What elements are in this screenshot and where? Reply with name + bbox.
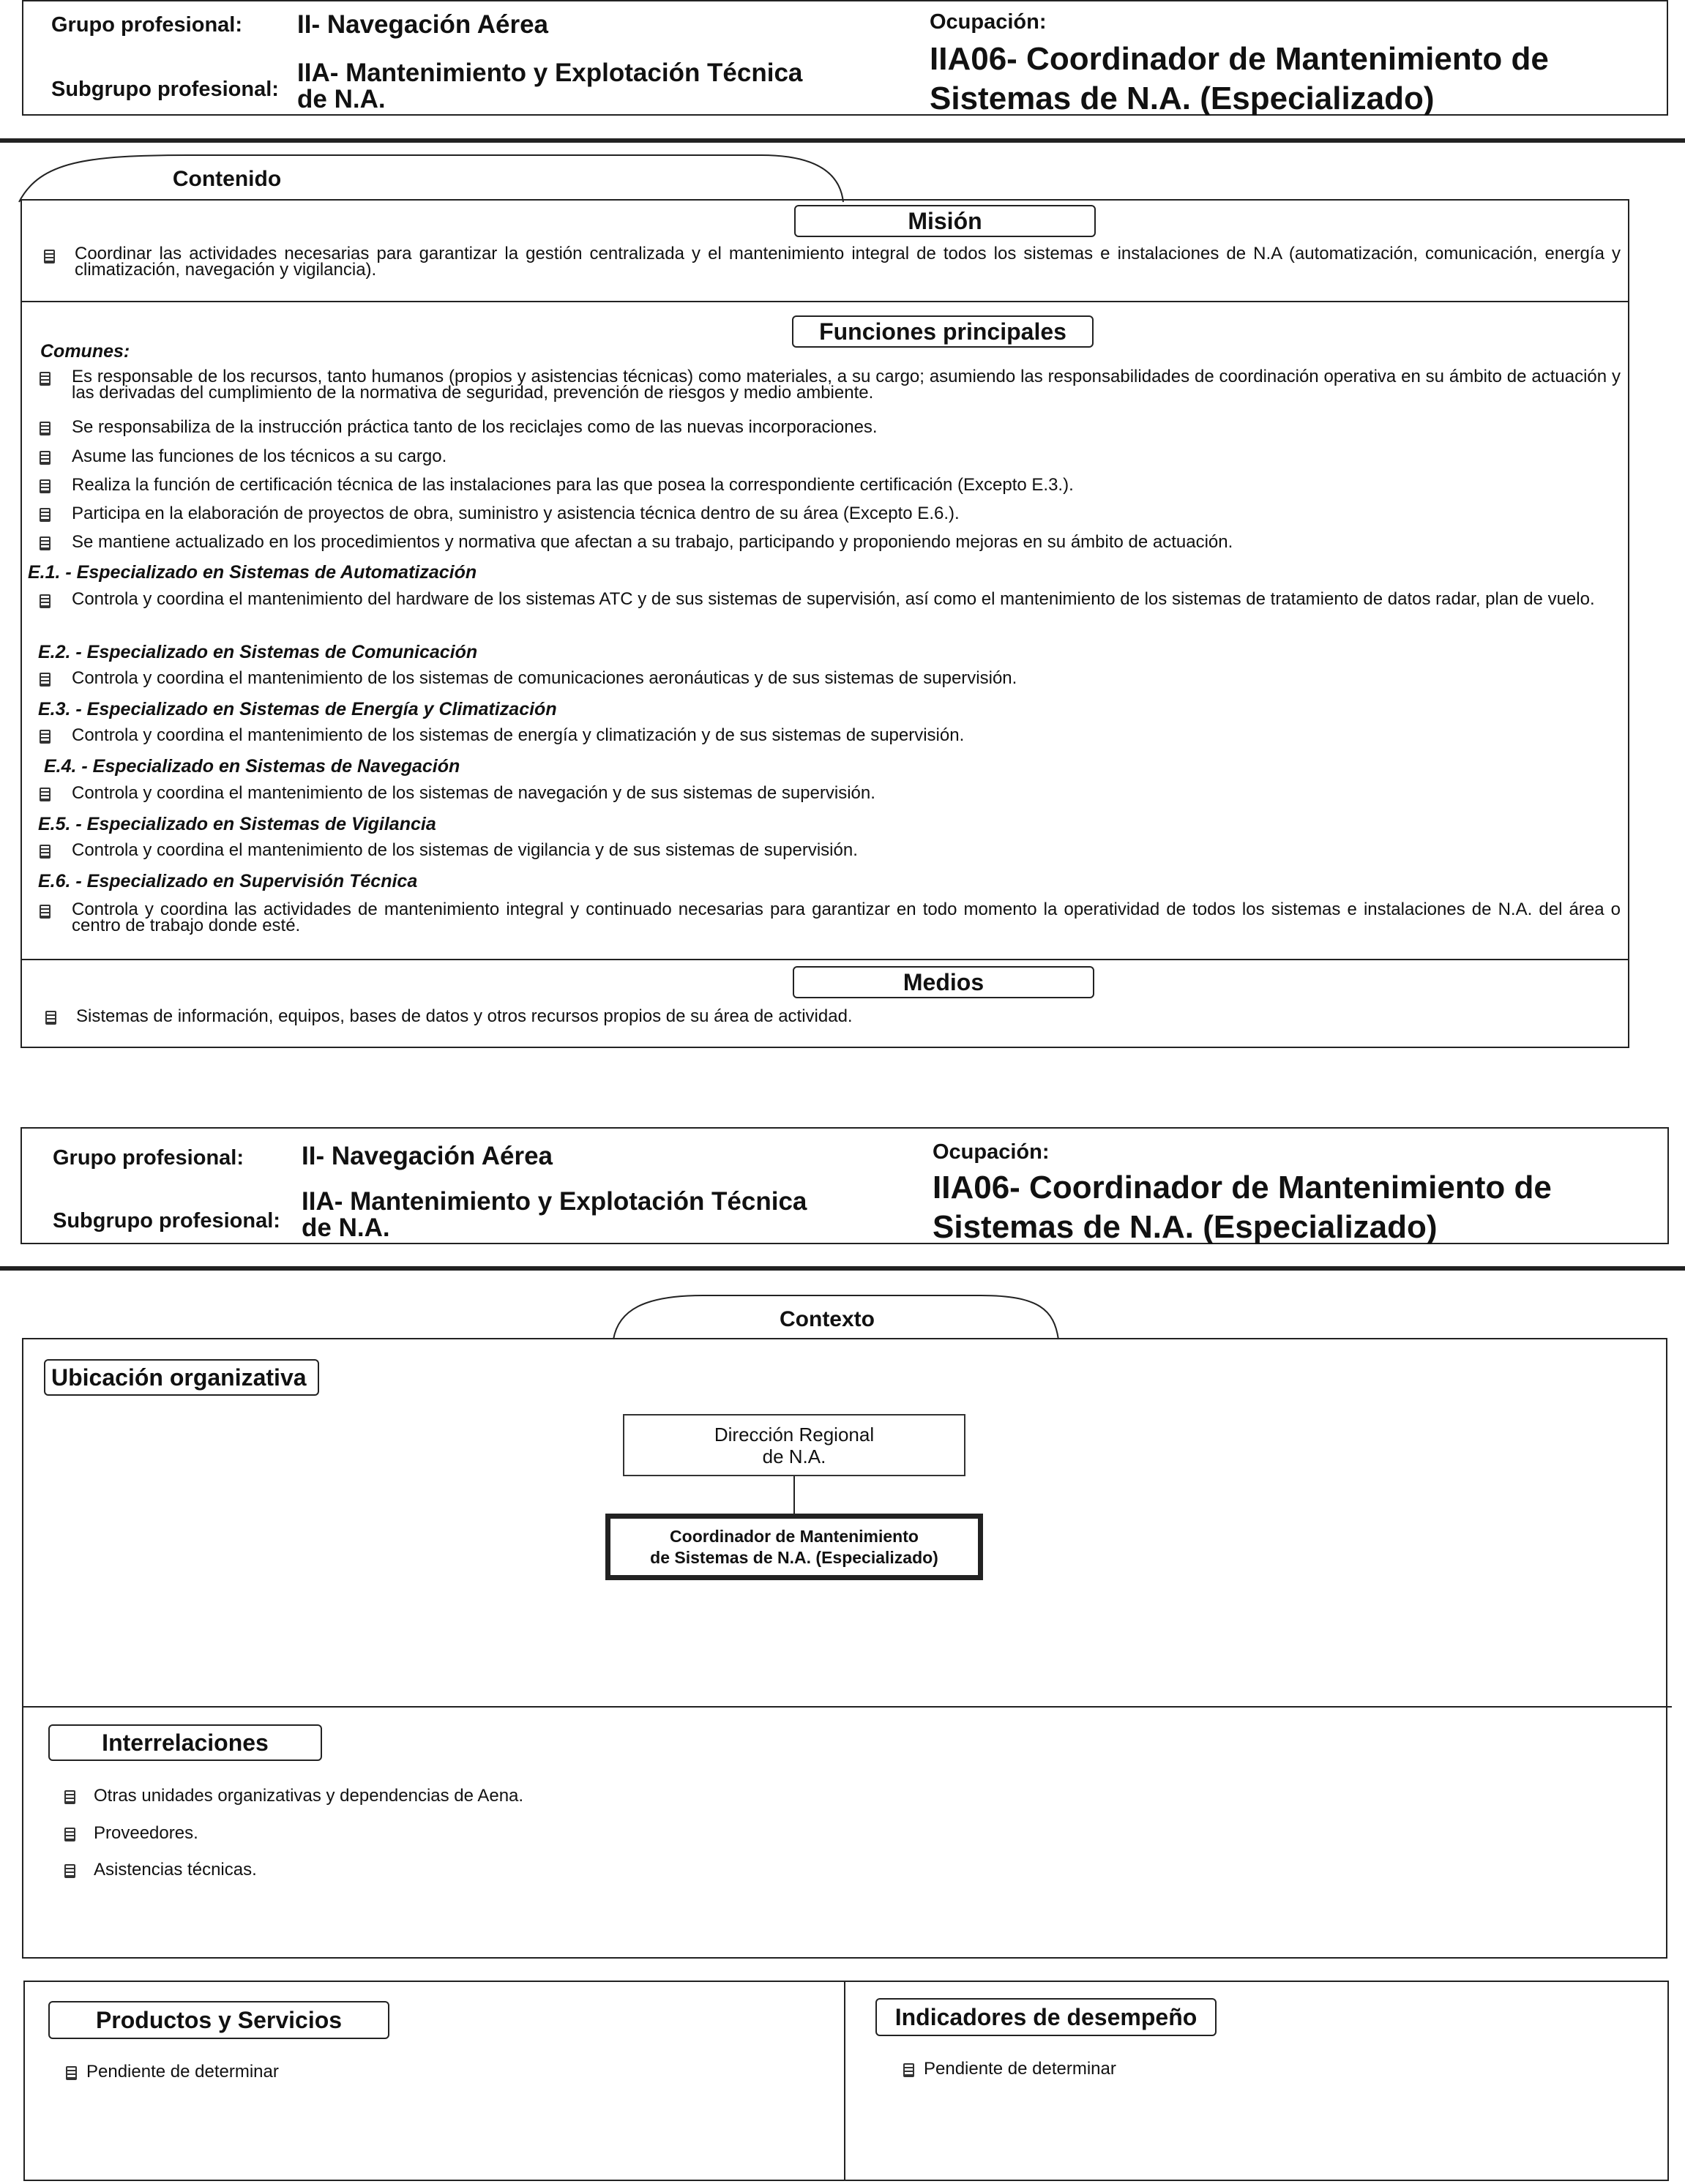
subgrupo-value-line1: IIA- Mantenimiento y Explotación Técnica <box>302 1187 807 1216</box>
especializacion-e4-text: Controla y coordina el mantenimiento de los sistemas de navegación y de sus sistemas de supervisión. <box>72 783 875 803</box>
org-parent-line2: de N.A. <box>762 1445 826 1467</box>
especializacion-e2-text: Controla y coordina el mantenimiento de los sistemas de comunicaciones aeronáuticas y de sus sistemas de supervisión. <box>72 668 1017 688</box>
especializacion-e1-title: E.1. - Especializado en Sistemas de Automatización <box>28 562 477 583</box>
org-child-line1: Coordinador de Mantenimiento <box>670 1526 919 1546</box>
grupo-value: II- Navegación Aérea <box>302 1142 553 1170</box>
funcion-comun-1: Es responsable de los recursos, tanto humanos (propios y asistencias técnicas) como materiales, a su cargo; asumiendo las responsabilidades de coordinación operativa en su ámbito de actuación y las derivadas del cumplimiento de la normativa de seguridad, prevención de riesgos y medio ambiente. <box>72 367 1621 403</box>
funcion-comun-6: Se mantiene actualizado en los procedimientos y normativa que afectan a su trabajo, participando y proponiendo mejoras en su ámbito de actuación. <box>72 532 1233 552</box>
especializacion-e5-title: E.5. - Especializado en Sistemas de Vigilancia <box>38 814 436 834</box>
subgrupo-value-line1: IIA- Mantenimiento y Explotación Técnica <box>297 59 803 87</box>
productos-item: Pendiente de determinar <box>86 2062 279 2082</box>
document-bullet-icon <box>64 2065 79 2082</box>
interrelacion-3: Asistencias técnicas. <box>94 1860 257 1880</box>
indicadores-pill: Indicadores de desempeño <box>875 1998 1217 2036</box>
productos-indicadores-separator <box>844 1981 845 2181</box>
especializacion-e4-title: E.4. - Especializado en Sistemas de Navegación <box>44 756 460 777</box>
especializacion-e3-title: E.3. - Especializado en Sistemas de Energía y Climatización <box>38 699 557 719</box>
org-child-box <box>605 1514 983 1580</box>
contenido-tab-title: Contenido <box>172 167 282 191</box>
funcion-comun-3: Asume las funciones de los técnicos a su cargo. <box>72 446 447 466</box>
subgrupo-label: Subgrupo profesional: <box>51 78 279 101</box>
funcion-comun-5: Participa en la elaboración de proyectos de obra, suministro y asistencia técnica dentro de su área (Excepto E.6.). <box>72 504 960 523</box>
org-parent-line1: Dirección Regional <box>714 1423 875 1446</box>
document-bullet-icon <box>902 2063 916 2079</box>
productos-pill: Productos y Servicios <box>48 2001 389 2039</box>
document-bullet-icon <box>63 1790 78 1806</box>
especializacion-e6-title: E.6. - Especializado en Supervisión Técnica <box>38 871 418 891</box>
org-connector <box>793 1476 795 1514</box>
subgrupo-value-line2: de N.A. <box>297 85 386 113</box>
ocupacion-label: Ocupación: <box>930 10 1047 34</box>
ocupacion-value-line2: Sistemas de N.A. (Especializado) <box>930 81 1435 116</box>
mision-text: Coordinar las actividades necesarias para garantizar la gestión centralizada y el mantenimiento integral de todos los sistemas e instalaciones de N.A (automatización, comunicación, energía y climatización, navegación y vigilancia). <box>75 244 1621 280</box>
ocupacion-value-line2: Sistemas de N.A. (Especializado) <box>933 1209 1438 1245</box>
medios-text: Sistemas de información, equipos, bases de datos y otros recursos propios de su área de actividad. <box>76 1006 853 1026</box>
funciones-pill: Funciones principales <box>792 315 1094 348</box>
ubicacion-divider <box>22 1706 1672 1708</box>
contexto-tab-title: Contexto <box>780 1307 875 1331</box>
subgrupo-value-line2: de N.A. <box>302 1213 390 1242</box>
subgrupo-label: Subgrupo profesional: <box>53 1209 280 1233</box>
ocupacion-value-line1: IIA06- Coordinador de Mantenimiento de <box>930 41 1549 77</box>
especializacion-e3-text: Controla y coordina el mantenimiento de los sistemas de energía y climatización y de sus sistemas de supervisión. <box>72 725 965 745</box>
funcion-comun-2: Se responsabiliza de la instrucción práctica tanto de los reciclajes como de las nuevas incorporaciones. <box>72 417 878 437</box>
document-bullet-icon <box>63 1863 78 1880</box>
grupo-value: II- Navegación Aérea <box>297 10 549 39</box>
comunes-label: Comunes: <box>40 341 130 362</box>
ocupacion-value-line1: IIA06- Coordinador de Mantenimiento de <box>933 1170 1552 1205</box>
especializacion-e2-title: E.2. - Especializado en Sistemas de Comunicación <box>38 642 478 662</box>
mision-pill: Misión <box>794 205 1096 237</box>
indicadores-item: Pendiente de determinar <box>924 2059 1116 2079</box>
ocupacion-label: Ocupación: <box>933 1140 1050 1164</box>
ubicacion-pill: Ubicación organizativa <box>44 1359 319 1396</box>
interrelaciones-pill: Interrelaciones <box>48 1724 322 1761</box>
medios-pill: Medios <box>793 966 1094 998</box>
especializacion-e1-text: Controla y coordina el mantenimiento del hardware de los sistemas ATC y de sus sistemas de supervisión, así como el mantenimiento de los sistemas de tratamiento de datos radar, plan de vuelo. <box>72 589 1595 609</box>
org-parent-box <box>623 1414 965 1476</box>
org-child-line2: de Sistemas de N.A. (Especializado) <box>650 1547 938 1567</box>
document-bullet-icon <box>63 1827 78 1843</box>
grupo-label: Grupo profesional: <box>51 13 242 37</box>
interrelacion-2: Proveedores. <box>94 1823 198 1843</box>
especializacion-e6-text: Controla y coordina las actividades de mantenimiento integral y continuado necesarias para garantizar en todo momento la operatividad de todos los sistemas e instalaciones de N.A. del área o centro de trabajo donde esté. <box>72 900 1621 935</box>
interrelacion-1: Otras unidades organizativas y dependencias de Aena. <box>94 1786 524 1806</box>
especializacion-e5-text: Controla y coordina el mantenimiento de los sistemas de vigilancia y de sus sistemas de supervisión. <box>72 840 858 860</box>
funcion-comun-4: Realiza la función de certificación técnica de las instalaciones para las que posea la correspondiente certificación (Excepto E.3.). <box>72 475 1074 495</box>
grupo-label: Grupo profesional: <box>53 1146 244 1170</box>
